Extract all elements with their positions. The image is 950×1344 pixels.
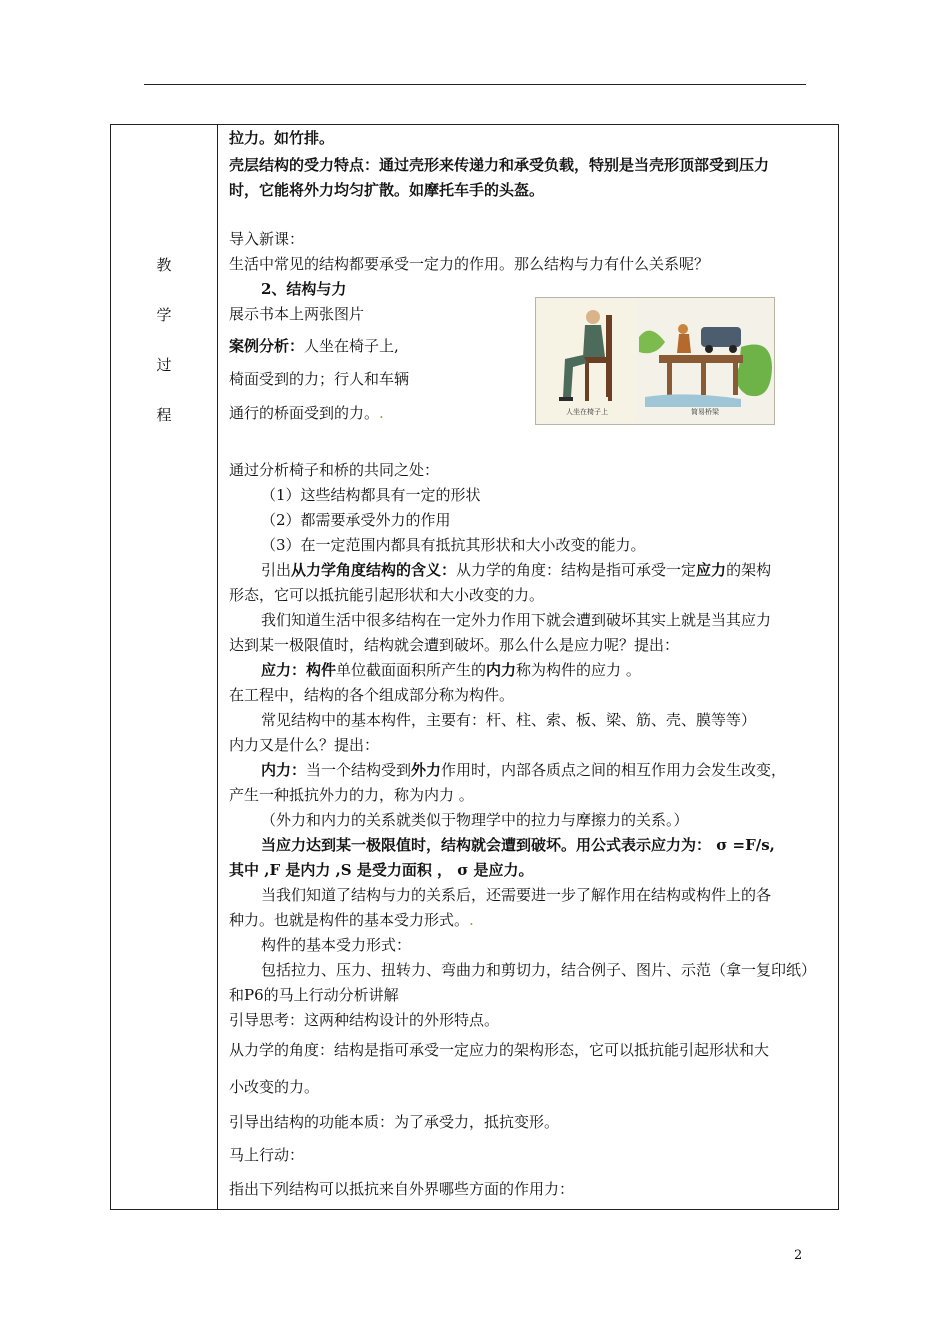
text-line: 拉力。如竹排。 bbox=[229, 129, 335, 147]
text-span: 的架构 bbox=[726, 561, 772, 579]
text-span: 种力。也就是构件的基本受力形式。 bbox=[229, 911, 470, 929]
text-line bbox=[261, 658, 641, 682]
figure-caption-left: 人坐在椅子上 bbox=[566, 408, 608, 416]
row-label-char: 程 bbox=[156, 406, 172, 424]
list-item: （3）在一定范围内都具有抵抗其形状和大小改变的能力。 bbox=[261, 536, 646, 554]
text-line: 当应力达到某一极限值时，结构就会遭到破坏。用公式表示应力为： σ =F/s, bbox=[261, 836, 775, 854]
text-line: 引导思考：这两种结构设计的外形特点。 bbox=[229, 1011, 500, 1029]
figure-caption-right: 简易桥梁 bbox=[691, 408, 719, 416]
bush-right bbox=[736, 345, 772, 397]
chair-seat bbox=[583, 357, 612, 363]
text-span: 当一个结构受到 bbox=[306, 761, 412, 779]
text-span: 外力 bbox=[411, 761, 442, 779]
text-line: 常见结构中的基本构件，主要有：杆、柱、索、板、梁、筋、壳、膜等等） bbox=[261, 711, 757, 729]
mark-dot: . bbox=[469, 911, 474, 929]
bridge-illustration bbox=[639, 300, 772, 422]
text-span: 引出 bbox=[261, 561, 292, 579]
text-line: 指出下列结构可以抵抗来自外界哪些方面的作用力： bbox=[229, 1180, 575, 1198]
header-rule bbox=[144, 84, 806, 85]
text-line: 构件的基本受力形式： bbox=[261, 936, 412, 954]
text-line: 通过分析椅子和桥的共同之处： bbox=[229, 461, 440, 479]
mark-dot: . bbox=[379, 404, 384, 422]
text-line bbox=[261, 558, 771, 582]
text-line bbox=[261, 758, 786, 782]
text-span: 内力 bbox=[486, 661, 517, 679]
bridge-pillar bbox=[701, 363, 706, 395]
row-label-char: 学 bbox=[156, 306, 172, 324]
case-analysis-label: 案例分析： bbox=[229, 337, 305, 355]
text-line: 马上行动： bbox=[229, 1146, 305, 1164]
text-line: 其中 ,F 是内力 ,S 是受力面积 ， σ 是应力。 bbox=[229, 861, 534, 879]
vehicle-wheel bbox=[729, 345, 737, 353]
text-span: 称为构件的应力 。 bbox=[516, 661, 641, 679]
text-line: 和P6的马上行动分析讲解 bbox=[229, 986, 399, 1004]
text-line: 产生一种抵抗外力的力，称为内力 。 bbox=[229, 786, 474, 804]
text-line bbox=[229, 334, 399, 358]
text-line bbox=[229, 908, 474, 932]
bridge-vehicle bbox=[701, 327, 741, 347]
text-span: 从力学角度结构的含义： bbox=[291, 561, 457, 579]
text-span: 从力学的角度：结构是指可承受一定 bbox=[456, 561, 697, 579]
text-span: 应力 bbox=[696, 561, 727, 579]
row-label-char: 过 bbox=[156, 356, 172, 374]
text-span: 人坐在椅子上, bbox=[304, 337, 399, 355]
pedestrian-body bbox=[677, 334, 691, 353]
text-line: 导入新课： bbox=[229, 230, 305, 248]
text-line: 我们知道生活中很多结构在一定外力作用下就会遭到破坏其实上就是当其应力 bbox=[261, 611, 772, 629]
vehicle-wheel bbox=[705, 345, 713, 353]
bridge-pillar bbox=[733, 363, 738, 395]
text-span: 作用时，内部各质点之间的相互作用力会发生改变， bbox=[441, 761, 787, 779]
column-divider bbox=[217, 125, 218, 1209]
chair-illustration bbox=[538, 300, 636, 422]
bridge-pillar bbox=[667, 363, 672, 395]
text-line: 内力又是什么？提出： bbox=[229, 736, 380, 754]
person-shoe bbox=[559, 397, 573, 401]
text-span: 通行的桥面受到的力。 bbox=[229, 404, 380, 422]
pedestrian-head bbox=[678, 324, 688, 334]
text-line: 在工程中，结构的各个组成部分称为构件。 bbox=[229, 686, 515, 704]
text-line: （外力和内力的关系就类似于物理学中的拉力与摩擦力的关系。） bbox=[261, 811, 689, 829]
row-label-char: 教 bbox=[156, 256, 172, 274]
text-span: 内力： bbox=[261, 761, 307, 779]
text-line bbox=[229, 401, 384, 425]
text-line: 椅面受到的力；行人和车辆 bbox=[229, 370, 410, 388]
chair-leg bbox=[608, 363, 612, 401]
text-line: 时，它能将外力均匀扩散。如摩托车手的头盔。 bbox=[229, 181, 545, 199]
text-line: 展示书本上两张图片 bbox=[229, 305, 365, 323]
section-heading: 2、结构与力 bbox=[261, 280, 347, 298]
textbook-figure bbox=[535, 297, 775, 425]
text-line: 包括拉力、压力、扭转力、弯曲力和剪切力，结合例子、图片、示范（拿一复印纸） bbox=[261, 961, 817, 979]
text-span: 单位截面面积所产生的 bbox=[336, 661, 487, 679]
chair-leg bbox=[585, 363, 589, 401]
lesson-table bbox=[110, 124, 839, 1210]
list-item: （2）都需要承受外力的作用 bbox=[261, 511, 451, 529]
row-label-column bbox=[111, 240, 217, 440]
text-line: 引导出结构的功能本质：为了承受力，抵抗变形。 bbox=[229, 1113, 560, 1131]
list-item: （1）这些结构都具有一定的形状 bbox=[261, 486, 481, 504]
page-number: 2 bbox=[794, 1248, 803, 1263]
person-head bbox=[586, 310, 600, 324]
text-span: 应力：构件 bbox=[261, 661, 337, 679]
text-line: 生活中常见的结构都要承受一定力的作用。那么结构与力有什么关系呢？ bbox=[229, 255, 710, 273]
text-line: 达到某一极限值时，结构就会遭到破坏。那么什么是应力呢？提出： bbox=[229, 636, 680, 654]
text-line: 当我们知道了结构与力的关系后，还需要进一步了解作用在结构或构件上的各 bbox=[261, 886, 772, 904]
text-line: 从力学的角度：结构是指可承受一定应力的架构形态，它可以抵抗能引起形状和大 bbox=[229, 1041, 770, 1059]
bridge-deck bbox=[659, 355, 743, 363]
text-line: 小改变的力。 bbox=[229, 1078, 320, 1096]
text-line: 形态，它可以抵抗能引起形状和大小改变的力。 bbox=[229, 586, 545, 604]
text-line: 壳层结构的受力特点：通过壳形来传递力和承受负载，特别是当壳形顶部受到压力 bbox=[229, 156, 770, 174]
